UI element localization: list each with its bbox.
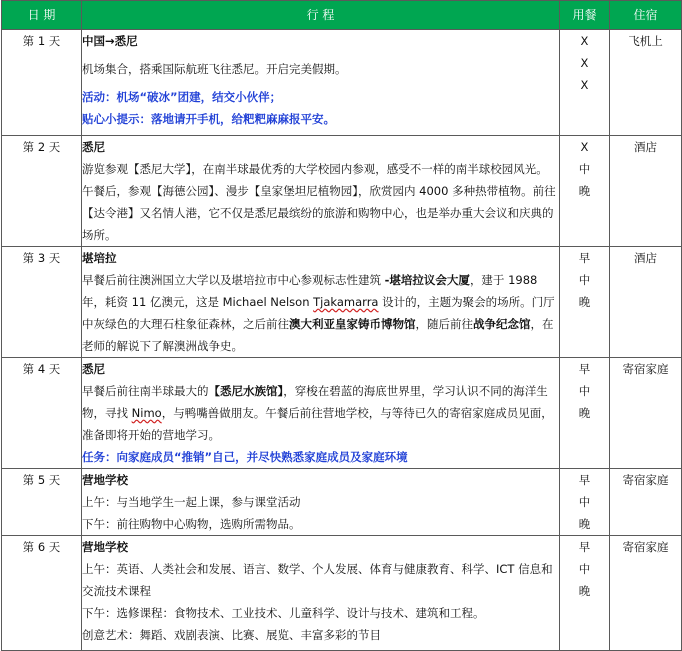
text-segment: 设计的，主题为聚会的场所。门厅中灰绿色的大理石柱象征森林，之后前往	[82, 295, 555, 331]
meal-lunch: 中	[578, 162, 591, 176]
lodging-cell: 酒店	[610, 247, 682, 358]
meal-lunch: 中	[578, 384, 591, 398]
meals-cell	[560, 536, 610, 651]
city-title: 悉尼	[82, 140, 105, 154]
itinerary-text	[82, 380, 559, 446]
city-title: 中国→悉尼	[82, 34, 138, 48]
lodging-cell: 飞机上	[610, 30, 682, 136]
meal-breakfast: 早	[578, 251, 591, 265]
text-segment: ，穿梭在碧蓝的海底世界里，学习认识不同的海洋生物，寻找	[82, 384, 548, 420]
meals-cell	[560, 247, 610, 358]
city-title: 营地学校	[82, 473, 128, 487]
itinerary-cell	[82, 469, 560, 536]
itinerary-cell	[82, 136, 560, 247]
lodging-cell: 寄宿家庭	[610, 536, 682, 651]
landmark-aquarium: 【悉尼水族馆】	[208, 384, 284, 398]
meal-dinner: X	[580, 78, 589, 92]
afternoon-plan: 下午：选修课程：食物技术、工业技术、儿童科学、设计与技术、建筑和工程。	[82, 606, 485, 620]
itinerary-text	[82, 269, 559, 357]
meal-breakfast: 早	[578, 362, 591, 376]
table-row	[2, 358, 682, 469]
meal-dinner: 晚	[578, 295, 591, 309]
lodging-cell: 酒店	[610, 136, 682, 247]
designer-name: Tjakamarra	[313, 295, 379, 309]
day-label: 第 6 天	[2, 536, 82, 651]
meal-lunch: 中	[578, 495, 591, 509]
meal-breakfast: X	[580, 34, 589, 48]
meal-lunch: 中	[578, 562, 591, 576]
table-row	[2, 136, 682, 247]
day-label: 第 1 天	[2, 30, 82, 136]
header-lodging: 住宿	[610, 1, 682, 30]
meals-cell	[560, 30, 610, 136]
itinerary-cell	[82, 536, 560, 651]
table-row	[2, 469, 682, 536]
text-segment: ，建于 1988 年，耗资 11 亿澳元，这是 Michael Nelson	[82, 273, 538, 309]
day-label: 第 4 天	[2, 358, 82, 469]
meals-cell	[560, 358, 610, 469]
lodging-cell: 寄宿家庭	[610, 469, 682, 536]
meal-breakfast: 早	[578, 540, 591, 554]
meals-cell	[560, 469, 610, 536]
text-segment: ，与鸭嘴兽做朋友。午餐后前往营地学校，与等待已久的寄宿家庭成员见面，准备即将开始的营地学习。	[82, 406, 553, 442]
city-title: 营地学校	[82, 540, 128, 554]
day-label: 第 3 天	[2, 247, 82, 358]
landmark-parliament: -堪培拉议会大厦	[384, 273, 470, 287]
landmark-mint: 澳大利亚皇家铸币博物馆	[289, 317, 416, 331]
landmark-war-memorial: 战争纪念馆	[473, 317, 531, 331]
itinerary-cell	[82, 358, 560, 469]
lodging-cell: 寄宿家庭	[610, 358, 682, 469]
meal-dinner: 晚	[578, 406, 591, 420]
itinerary-cell	[82, 247, 560, 358]
text-segment: 早餐后前往澳洲国立大学以及堪培拉市中心参观标志性建筑	[82, 273, 385, 287]
city-title: 悉尼	[82, 362, 105, 376]
morning-plan: 上午：英语、人类社会和发展、语言、数学、个人发展、体育与健康教育、科学、ICT 信息和交流技术课程	[82, 562, 553, 598]
meal-lunch: X	[580, 56, 589, 70]
meal-breakfast: 早	[578, 473, 591, 487]
morning-plan: 上午：与当地学生一起上课，参与课堂活动	[82, 495, 301, 509]
city-title: 堪培拉	[82, 251, 117, 265]
table-row	[2, 30, 682, 136]
table-row	[2, 536, 682, 651]
afternoon-plan: 下午：前往购物中心购物，选购所需物品。	[82, 517, 301, 531]
day-label: 第 5 天	[2, 469, 82, 536]
arts-plan: 创意艺术：舞蹈、戏剧表演、比赛、展览、丰富多彩的节目	[82, 628, 381, 642]
meal-breakfast: X	[580, 140, 589, 154]
itinerary-text: 游览参观【悉尼大学】，在南半球最优秀的大学校园内参观，感受不一样的南半球校园风光。午餐后，参观【海德公园】、漫步【皇家堡坦尼植物园】，欣赏园内 4000 多种热带植物。前往【达令港】又名情人港，它不仅是悉尼最缤纷的旅游和购物中心，也是举办重大会议和庆典的场所。	[82, 162, 556, 242]
tip-note: 贴心小提示：落地请开手机，给粑粑麻麻报平安。	[82, 112, 335, 126]
header-meals: 用餐	[560, 1, 610, 30]
text-segment: ，随后前往	[415, 317, 473, 331]
itinerary-table	[1, 0, 682, 651]
meal-dinner: 晚	[578, 584, 591, 598]
day-label: 第 2 天	[2, 136, 82, 247]
meals-cell	[560, 136, 610, 247]
table-header-row	[2, 1, 682, 30]
header-day: 日 期	[2, 1, 82, 30]
text-segment: 早餐后前往南半球最大的	[82, 384, 209, 398]
text-segment: ，在老师的解说下了解澳洲战争史。	[82, 317, 554, 353]
meal-lunch: 中	[578, 273, 591, 287]
itinerary-text: 机场集合，搭乘国际航班飞往悉尼。开启完美假期。	[82, 62, 347, 76]
fish-name: Nimo	[131, 406, 162, 420]
activity-note: 活动：机场“破冰”团建，结交小伙伴；	[82, 90, 282, 104]
meal-dinner: 晚	[578, 184, 591, 198]
table-row	[2, 247, 682, 358]
header-itinerary: 行 程	[82, 1, 560, 30]
meal-dinner: 晚	[578, 517, 591, 531]
task-note: 任务：向家庭成员“推销”自己，并尽快熟悉家庭成员及家庭环境	[82, 450, 408, 464]
itinerary-cell	[82, 30, 560, 136]
